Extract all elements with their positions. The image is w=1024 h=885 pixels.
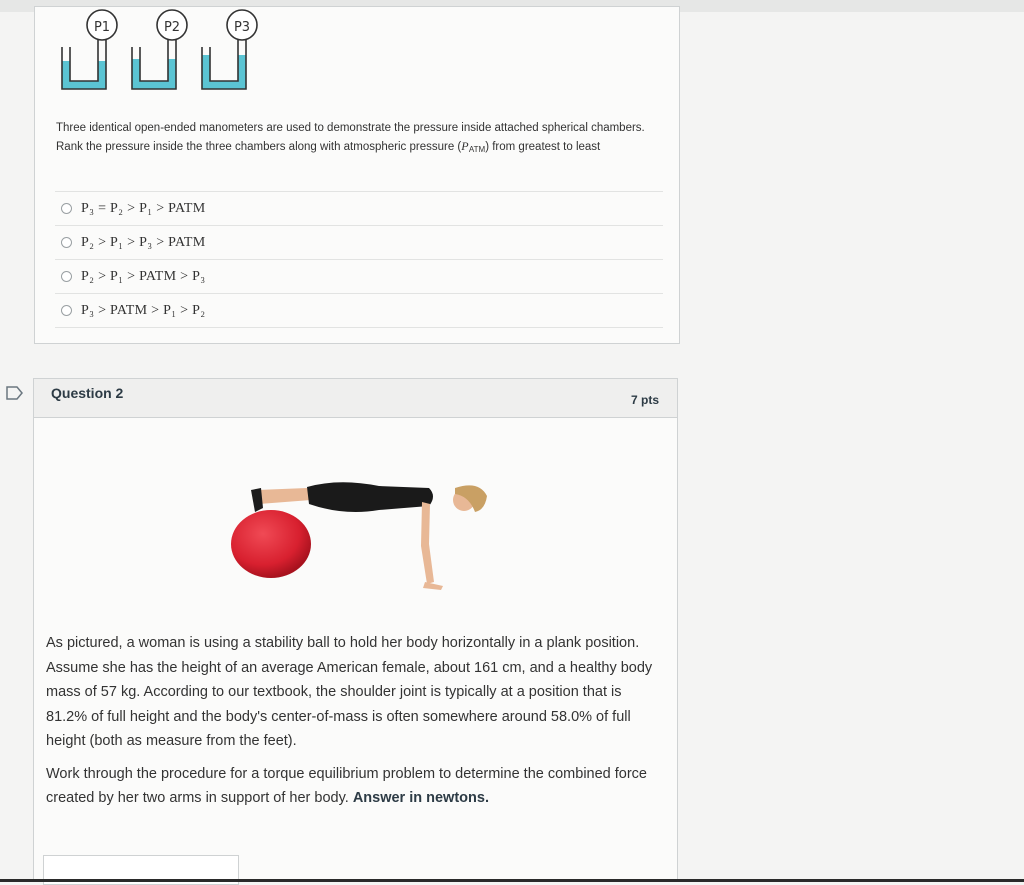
question-2-paragraph-1: As pictured, a woman is using a stability ball to hold her body horizontally in a plank position. Assume she has the height of an average American female, about 161 cm, and a healthy body mass of 57 kg. According to our textbook, the shoulder joint is typically at a position that is 81.2% of full height and the body's center-of-mass is often somewhere around 58.0% of full height (both as measure from the feet). (46, 635, 653, 749)
prompt-text-b: ) from greatest to least (485, 141, 601, 153)
answer-units-instruction: Answer in newtons. (352, 790, 489, 806)
paragraph-2-text: Work through the procedure for a torque equilibrium problem to determine the combined force created by her two arms in support of her body. (46, 766, 647, 806)
question-1-prompt (56, 119, 666, 159)
radio-button[interactable] (61, 203, 72, 214)
answer-option-4[interactable] (55, 293, 663, 328)
label-p3: P3 (233, 20, 251, 35)
answer-label: P₃ > PATM > P₁ > P₂ (81, 302, 206, 318)
question-1-panel (34, 6, 680, 344)
answer-option-3[interactable] (55, 259, 663, 293)
label-p2: P2 (163, 20, 181, 35)
question-2-panel (33, 378, 678, 882)
stability-ball (231, 510, 311, 578)
manometer-1 (62, 10, 117, 89)
answer-label: P₂ > P₁ > PATM > P₃ (81, 268, 206, 284)
radio-button[interactable] (61, 271, 72, 282)
answer-label: P₃ = P₂ > P₁ > PATM (81, 200, 206, 216)
radio-button[interactable] (61, 237, 72, 248)
manometers-diagram (55, 9, 285, 101)
manometer-2 (132, 10, 187, 89)
question-2-paragraph-2 (46, 762, 666, 810)
answer-label: P₂ > P₁ > P₃ > PATM (81, 234, 206, 250)
plank-figure-image (229, 482, 494, 597)
label-p1: P1 (93, 20, 111, 35)
arm (421, 502, 434, 584)
prompt-text-a: Three identical open-ended manometers are used to demonstrate the pressure inside attached spherical chambers. Rank the pressure inside the three chambers along with atmospheric pressure ( (56, 122, 645, 153)
prompt-atm-subscript: ATM (468, 145, 486, 154)
answer-option-2[interactable] (55, 225, 663, 259)
answer-list (55, 191, 663, 328)
bookmark-icon[interactable] (6, 386, 24, 400)
radio-button[interactable] (61, 305, 72, 316)
torso (307, 482, 433, 512)
manometer-3 (202, 10, 257, 89)
question-2-header (34, 379, 677, 418)
prompt-p-symbol: P (461, 139, 469, 153)
answer-option-1[interactable] (55, 191, 663, 225)
question-title: Question 2 (51, 385, 124, 401)
question-points: 7 pts (630, 393, 659, 407)
legs (257, 488, 311, 504)
